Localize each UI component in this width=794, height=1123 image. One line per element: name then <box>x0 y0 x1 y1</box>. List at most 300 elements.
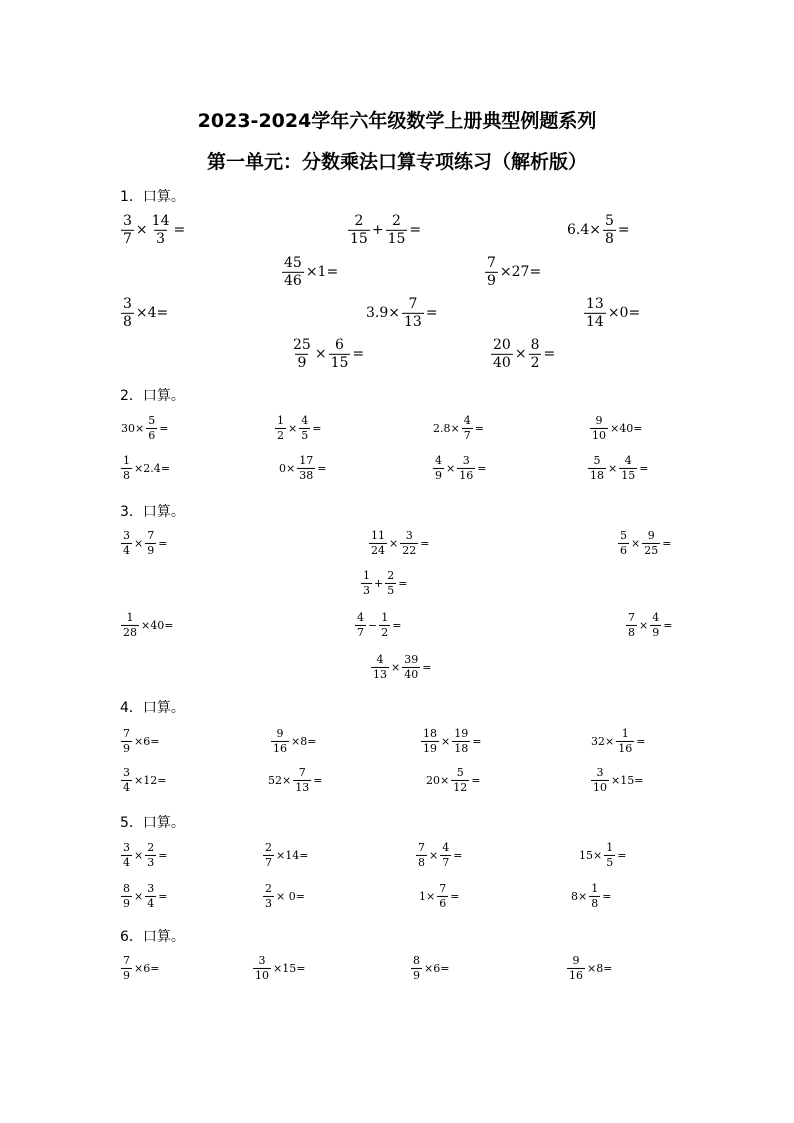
math-expression <box>120 297 169 329</box>
fraction-numerator: 17 <box>299 453 314 467</box>
fraction-denominator: 10 <box>593 780 607 794</box>
fraction-numerator: 14 <box>151 212 170 229</box>
fraction-numerator: 7 <box>123 726 130 740</box>
fraction-denominator: 5 <box>606 855 614 869</box>
fraction-numerator: 11 <box>371 528 385 542</box>
math-expression <box>281 256 339 288</box>
fraction-denominator: 12 <box>453 780 468 794</box>
math-expression <box>120 415 169 441</box>
section-label-5: 5．口算。 <box>120 815 185 831</box>
math-expression <box>120 955 160 981</box>
expression-text: = <box>317 461 327 475</box>
expression-text: 0× <box>279 461 296 475</box>
fraction-denominator: 8 <box>591 896 599 910</box>
section-label-2: 2．口算。 <box>120 388 185 404</box>
fraction-denominator: 9 <box>413 968 420 982</box>
fraction-numerator: 2 <box>392 212 401 229</box>
fraction <box>433 455 444 481</box>
fraction-denominator: 40 <box>493 354 511 371</box>
fraction <box>379 612 390 638</box>
expression-text: ×2.4= <box>134 461 170 475</box>
fraction-denominator: 46 <box>284 272 302 289</box>
fraction-numerator: 7 <box>408 295 418 312</box>
fraction-numerator: 2 <box>265 881 272 895</box>
fraction <box>591 767 609 793</box>
math-expression <box>120 767 167 793</box>
expression-text: = <box>420 536 430 550</box>
fraction-numerator: 9 <box>647 528 655 542</box>
fraction-denominator: 24 <box>371 543 385 557</box>
fraction <box>462 415 473 441</box>
expression-text: × <box>134 848 144 862</box>
fraction-numerator: 3 <box>123 528 130 542</box>
fraction-numerator: 1 <box>123 453 130 467</box>
expression-text: ×6= <box>134 961 160 975</box>
fraction <box>291 338 313 370</box>
math-expression <box>354 612 402 638</box>
fraction-denominator: 5 <box>387 583 395 597</box>
fraction-denominator: 9 <box>297 354 307 371</box>
fraction-denominator: 16 <box>273 741 287 755</box>
fraction-numerator: 3 <box>462 453 470 467</box>
expression-text: 3.9× <box>366 305 400 321</box>
expression-text: × <box>314 346 327 362</box>
fraction-numerator: 2 <box>354 212 364 229</box>
fraction-numerator: 19 <box>454 726 469 740</box>
expression-text: ×8= <box>587 961 613 975</box>
math-expression <box>420 728 482 754</box>
fraction <box>263 883 274 909</box>
fraction-numerator: 8 <box>530 336 540 353</box>
expression-text: = <box>158 889 168 903</box>
math-expression <box>425 767 481 793</box>
fraction <box>121 530 132 556</box>
fraction-numerator: 7 <box>123 953 130 967</box>
expression-text: = <box>472 734 482 748</box>
math-expression <box>274 415 322 441</box>
math-expression <box>625 612 673 638</box>
fraction <box>650 612 661 638</box>
fraction-denominator: 7 <box>357 625 364 639</box>
math-expression <box>290 338 365 370</box>
fraction <box>253 955 271 981</box>
fraction <box>590 415 608 441</box>
expression-text: = <box>173 222 186 238</box>
math-expression <box>120 883 168 909</box>
fraction-numerator: 4 <box>301 413 309 427</box>
fraction <box>411 955 422 981</box>
section-label-3: 3．口算。 <box>120 504 185 520</box>
fraction <box>150 214 172 246</box>
fraction <box>121 955 132 981</box>
fraction <box>485 256 498 288</box>
fraction-denominator: 9 <box>123 896 130 910</box>
fraction <box>589 883 600 909</box>
fraction-numerator: 4 <box>442 840 450 854</box>
expression-text: = <box>352 346 365 362</box>
expression-text: ×15= <box>611 773 644 787</box>
fraction <box>348 214 370 246</box>
fraction <box>146 415 157 441</box>
expression-text: × <box>446 461 456 475</box>
fraction-numerator: 3 <box>123 295 132 312</box>
expression-text: = <box>543 346 556 362</box>
fraction-denominator: 7 <box>442 855 450 869</box>
expression-text: × <box>441 734 451 748</box>
fraction-denominator: 6 <box>148 428 156 442</box>
math-expression <box>590 767 644 793</box>
expression-text: = <box>477 461 487 475</box>
page-title: 2023-2024学年六年级数学上册典型例题系列 <box>197 110 597 132</box>
fraction <box>603 214 616 246</box>
fraction-denominator: 15 <box>350 230 368 247</box>
fraction-numerator: 2 <box>265 840 272 854</box>
fraction <box>121 455 132 481</box>
fraction-denominator: 15 <box>621 468 636 482</box>
fraction <box>371 654 389 680</box>
fraction-denominator: 3 <box>147 855 155 869</box>
math-expression <box>252 955 306 981</box>
fraction <box>588 455 606 481</box>
expression-text: 6.4× <box>567 222 601 238</box>
math-expression <box>368 530 430 556</box>
expression-text: = <box>617 848 627 862</box>
expression-text: = <box>313 773 323 787</box>
math-expression <box>270 728 317 754</box>
fraction <box>616 728 634 754</box>
fraction-denominator: 9 <box>487 272 496 289</box>
fraction-numerator: 25 <box>293 336 311 353</box>
expression-text: ×27= <box>499 264 542 280</box>
fraction <box>121 842 132 868</box>
math-expression <box>262 842 309 868</box>
fraction <box>385 570 396 596</box>
math-expression <box>120 842 168 868</box>
expression-text: 15× <box>579 848 603 862</box>
expression-text: × <box>391 660 401 674</box>
fraction-numerator: 8 <box>413 953 420 967</box>
fraction-numerator: 45 <box>284 254 302 271</box>
fraction <box>121 612 139 638</box>
fraction <box>451 767 469 793</box>
math-expression <box>410 955 450 981</box>
section-label-4: 4．口算。 <box>120 700 185 716</box>
expression-text: ×12= <box>134 773 167 787</box>
fraction-denominator: 10 <box>592 428 606 442</box>
expression-text: = <box>662 536 672 550</box>
fraction-denominator: 9 <box>123 741 130 755</box>
expression-text: ×4= <box>135 305 169 321</box>
fraction-numerator: 5 <box>593 453 601 467</box>
expression-text: ×0= <box>607 305 641 321</box>
math-expression <box>589 415 643 441</box>
fraction-denominator: 38 <box>299 468 314 482</box>
fraction-denominator: 3 <box>265 896 272 910</box>
expression-text: = <box>617 222 630 238</box>
math-expression <box>566 955 613 981</box>
fraction-numerator: 4 <box>376 652 384 666</box>
math-expression <box>484 256 542 288</box>
expression-text: = <box>422 660 432 674</box>
expression-text: × <box>389 536 399 550</box>
expression-text: ×6= <box>424 961 450 975</box>
fraction <box>584 297 606 329</box>
fraction <box>386 214 408 246</box>
math-expression <box>120 214 186 246</box>
fraction <box>271 728 289 754</box>
fraction-numerator: 4 <box>357 610 364 624</box>
fraction <box>437 883 448 909</box>
fraction-denominator: 4 <box>123 543 130 557</box>
fraction <box>297 455 315 481</box>
fraction <box>457 455 475 481</box>
fraction-numerator: 20 <box>493 336 511 353</box>
fraction <box>567 955 585 981</box>
fraction-denominator: 15 <box>387 230 406 247</box>
fraction-denominator: 2 <box>381 625 389 639</box>
fraction-numerator: 5 <box>148 413 156 427</box>
expression-text: 1× <box>419 889 436 903</box>
math-expression <box>120 530 168 556</box>
expression-text: × 0= <box>276 889 305 903</box>
fraction <box>604 842 615 868</box>
expression-text: ×8= <box>291 734 317 748</box>
math-expression <box>566 214 631 246</box>
fraction-numerator: 7 <box>418 840 425 854</box>
expression-text: × <box>429 848 439 862</box>
fraction-numerator: 1 <box>381 610 389 624</box>
fraction-denominator: 8 <box>123 468 130 482</box>
fraction-numerator: 1 <box>621 726 629 740</box>
fraction-numerator: 4 <box>463 413 471 427</box>
math-expression <box>578 842 627 868</box>
fraction-numerator: 1 <box>363 568 370 582</box>
math-expression <box>587 455 649 481</box>
fraction-denominator: 7 <box>265 855 272 869</box>
expression-text: 30× <box>121 421 145 435</box>
fraction-numerator: 4 <box>624 453 632 467</box>
fraction <box>121 767 132 793</box>
fraction-numerator: 9 <box>572 953 580 967</box>
fraction-numerator: 4 <box>435 453 442 467</box>
math-expression <box>583 297 641 329</box>
expression-text: = <box>409 222 422 238</box>
fraction <box>452 728 470 754</box>
fraction-numerator: 7 <box>147 528 155 542</box>
fraction <box>121 728 132 754</box>
fraction-numerator: 3 <box>258 953 266 967</box>
expression-text: = <box>398 576 408 590</box>
fraction-numerator: 4 <box>652 610 660 624</box>
fraction <box>626 612 637 638</box>
fraction-numerator: 1 <box>126 610 134 624</box>
fraction <box>421 728 439 754</box>
fraction-denominator: 4 <box>123 780 130 794</box>
fraction-denominator: 16 <box>618 741 633 755</box>
expression-text: − <box>368 618 378 632</box>
fraction-denominator: 8 <box>605 230 614 247</box>
math-expression <box>120 455 171 481</box>
math-expression <box>617 530 672 556</box>
fraction-numerator: 3 <box>405 528 413 542</box>
fraction-numerator: 18 <box>423 726 437 740</box>
fraction-numerator: 3 <box>596 765 604 779</box>
fraction-denominator: 4 <box>147 896 155 910</box>
fraction-numerator: 1 <box>591 881 599 895</box>
fraction <box>642 530 660 556</box>
math-expression <box>365 297 439 329</box>
fraction <box>369 530 387 556</box>
expression-text: ×14= <box>276 848 309 862</box>
fraction <box>145 842 156 868</box>
fraction-denominator: 2 <box>277 428 284 442</box>
expression-text: = <box>602 889 612 903</box>
expression-text: 32× <box>591 734 615 748</box>
fraction-denominator: 4 <box>123 855 130 869</box>
fraction-numerator: 1 <box>606 840 614 854</box>
fraction-denominator: 9 <box>123 968 130 982</box>
fraction-numerator: 9 <box>276 726 284 740</box>
fraction-denominator: 28 <box>123 625 137 639</box>
fraction-numerator: 5 <box>620 528 627 542</box>
math-expression <box>267 767 323 793</box>
fraction <box>618 530 629 556</box>
fraction <box>619 455 637 481</box>
math-expression <box>418 883 460 909</box>
fraction-numerator: 2 <box>147 840 155 854</box>
fraction <box>293 767 311 793</box>
fraction-denominator: 16 <box>459 468 474 482</box>
fraction-denominator: 13 <box>295 780 310 794</box>
math-expression <box>432 415 485 441</box>
fraction-denominator: 40 <box>404 667 419 681</box>
fraction <box>121 214 134 246</box>
fraction-denominator: 19 <box>423 741 437 755</box>
fraction <box>145 883 156 909</box>
fraction-denominator: 8 <box>628 625 635 639</box>
fraction-denominator: 22 <box>402 543 417 557</box>
fraction-denominator: 6 <box>620 543 627 557</box>
expression-text: = <box>471 773 481 787</box>
math-expression <box>278 455 327 481</box>
fraction <box>529 338 542 370</box>
fraction-numerator: 13 <box>586 295 604 312</box>
math-expression <box>590 728 646 754</box>
fraction-numerator: 7 <box>439 881 447 895</box>
expression-text: 20× <box>426 773 450 787</box>
fraction-denominator: 13 <box>404 313 422 330</box>
fraction-numerator: 2 <box>387 568 395 582</box>
expression-text: = <box>639 461 649 475</box>
fraction <box>402 297 424 329</box>
math-expression <box>262 883 306 909</box>
page-subtitle: 第一单元：分数乘法口算专项练习（解析版） <box>206 151 587 173</box>
fraction-denominator: 7 <box>463 428 471 442</box>
expression-text: = <box>158 536 168 550</box>
fraction-denominator: 16 <box>569 968 583 982</box>
expression-text: ×15= <box>273 961 306 975</box>
expression-text: 2.8× <box>433 421 460 435</box>
fraction-numerator: 3 <box>147 881 155 895</box>
math-expression <box>432 455 487 481</box>
math-expression <box>120 728 160 754</box>
fraction-denominator: 15 <box>330 354 349 371</box>
fraction <box>329 338 351 370</box>
math-expression <box>120 612 174 638</box>
expression-text: = <box>312 421 322 435</box>
fraction-denominator: 10 <box>255 968 269 982</box>
math-expression <box>490 338 556 370</box>
fraction-denominator: 7 <box>123 230 132 247</box>
fraction-numerator: 9 <box>595 413 603 427</box>
fraction-denominator: 9 <box>435 468 442 482</box>
fraction <box>282 256 304 288</box>
expression-text: = <box>159 421 169 435</box>
fraction-denominator: 18 <box>454 741 469 755</box>
fraction-denominator: 8 <box>123 313 132 330</box>
fraction <box>416 842 427 868</box>
expression-text: = <box>453 848 463 862</box>
math-expression <box>360 570 408 596</box>
expression-text: = <box>450 889 460 903</box>
fraction-denominator: 13 <box>373 667 387 681</box>
expression-text: 8× <box>571 889 588 903</box>
fraction-numerator: 3 <box>123 840 130 854</box>
expression-text: ×40= <box>610 421 643 435</box>
fraction-numerator: 5 <box>605 212 614 229</box>
expression-text: × <box>514 346 527 362</box>
fraction-denominator: 25 <box>644 543 659 557</box>
fraction-denominator: 2 <box>530 354 540 371</box>
math-expression <box>570 883 612 909</box>
expression-text: ×6= <box>134 734 160 748</box>
fraction-numerator: 1 <box>277 413 284 427</box>
fraction <box>491 338 513 370</box>
fraction-denominator: 9 <box>147 543 155 557</box>
fraction-denominator: 14 <box>586 313 604 330</box>
fraction-numerator: 6 <box>335 336 344 353</box>
fraction-denominator: 3 <box>156 230 166 247</box>
fraction-denominator: 5 <box>301 428 309 442</box>
expression-text: × <box>135 222 148 238</box>
math-expression <box>415 842 463 868</box>
expression-text: = <box>663 618 673 632</box>
fraction-denominator: 8 <box>418 855 425 869</box>
fraction-denominator: 3 <box>363 583 370 597</box>
fraction <box>275 415 286 441</box>
fraction-denominator: 6 <box>439 896 447 910</box>
expression-text: = <box>158 848 168 862</box>
expression-text: ×1= <box>305 264 339 280</box>
fraction <box>299 415 310 441</box>
fraction-denominator: 18 <box>590 468 604 482</box>
math-expression <box>370 654 432 680</box>
expression-text: = <box>636 734 646 748</box>
fraction-denominator: 9 <box>652 625 660 639</box>
fraction-numerator: 7 <box>298 765 306 779</box>
fraction-numerator: 39 <box>404 652 419 666</box>
expression-text: = <box>392 618 402 632</box>
fraction <box>263 842 274 868</box>
fraction <box>355 612 366 638</box>
fraction-numerator: 3 <box>123 765 130 779</box>
fraction-numerator: 5 <box>456 765 464 779</box>
fraction <box>402 654 420 680</box>
expression-text: × <box>608 461 618 475</box>
expression-text: × <box>134 536 144 550</box>
expression-text: × <box>631 536 641 550</box>
expression-text: + <box>371 222 384 238</box>
